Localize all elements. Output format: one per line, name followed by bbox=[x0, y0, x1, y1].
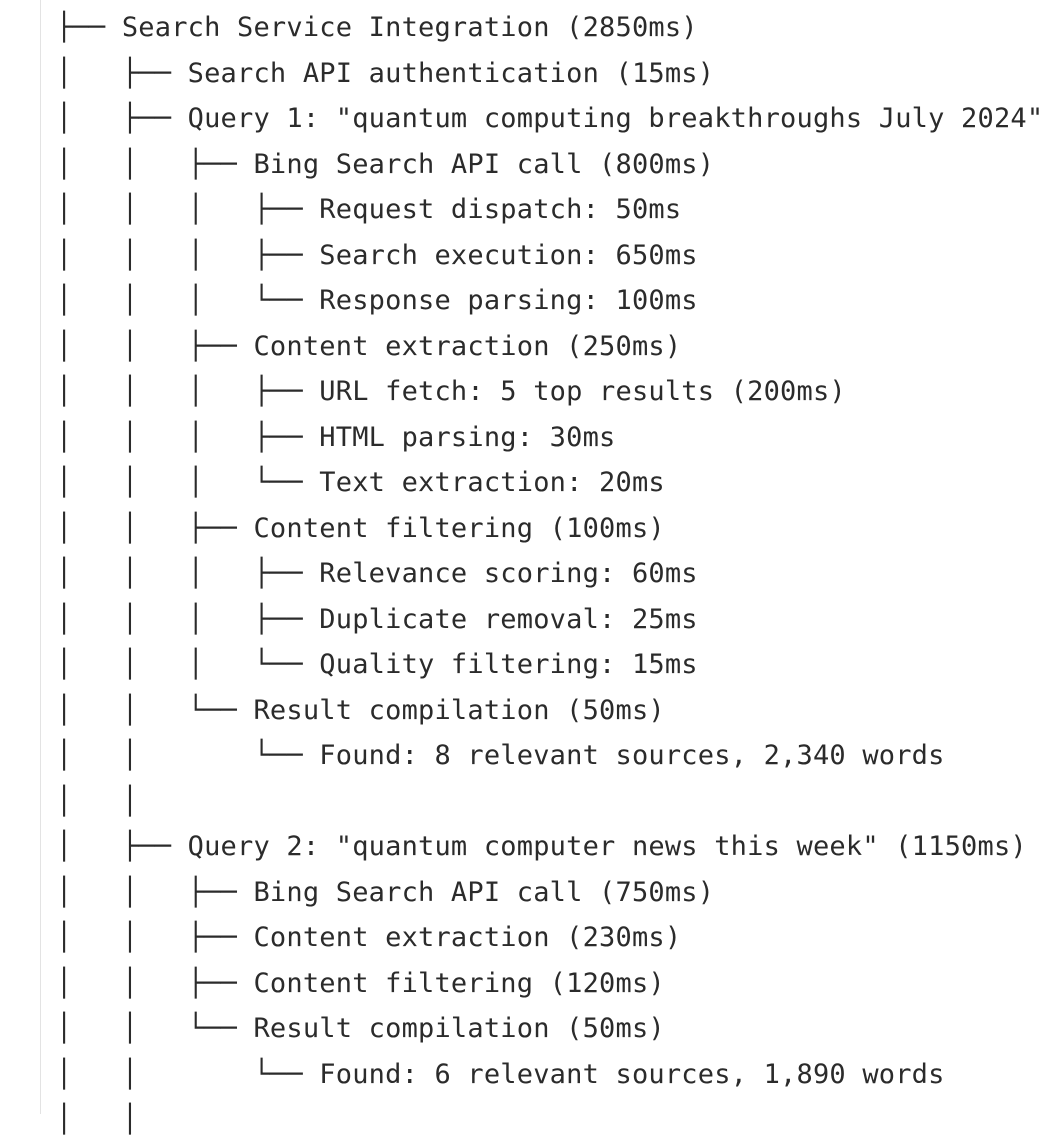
tree-line-api-auth: │ ├── Search API authentication (15ms) bbox=[56, 57, 715, 89]
tree-line-q1-url-fetch: │ │ │ ├── URL fetch: 5 top results (200ms) bbox=[56, 376, 846, 407]
tree-line-q2-content-extraction: │ │ ├── Content extraction (230ms) bbox=[56, 922, 682, 953]
tree-line-q1-response-parsing: │ │ │ └── Response parsing: 100ms bbox=[56, 285, 698, 316]
tree-line-q1-relevance-scoring: │ │ │ ├── Relevance scoring: 60ms bbox=[56, 558, 698, 589]
tree-line-connector: │ │ bbox=[56, 1104, 139, 1135]
tree-line-q2-bing-call: │ │ ├── Bing Search API call (750ms) bbox=[56, 876, 715, 908]
tree-line-q2-content-filtering: │ │ ├── Content filtering (120ms) bbox=[56, 967, 665, 999]
tree-line-query-2: │ ├── Query 2: "quantum computer news this week" (1150ms) bbox=[56, 831, 1027, 862]
tree-line-q1-text-extraction: │ │ │ └── Text extraction: 20ms bbox=[56, 467, 665, 498]
tree-line-q1-content-filtering: │ │ ├── Content filtering (100ms) bbox=[56, 512, 665, 544]
tree-line-q1-bing-call: │ │ ├── Bing Search API call (800ms) bbox=[56, 148, 715, 180]
tree-line-q1-content-extraction: │ │ ├── Content extraction (250ms) bbox=[56, 330, 682, 362]
tree-line-q2-found: │ │ └── Found: 6 relevant sources, 1,890 words bbox=[56, 1058, 945, 1090]
trace-tree-code-block bbox=[56, 5, 1043, 1143]
tree-line-q1-quality-filtering: │ │ │ └── Quality filtering: 15ms bbox=[56, 649, 698, 680]
code-block-gutter bbox=[40, 0, 41, 1114]
tree-line-q2-result-compilation: │ │ └── Result compilation (50ms) bbox=[56, 1013, 665, 1044]
tree-line-q1-html-parsing: │ │ │ ├── HTML parsing: 30ms bbox=[56, 421, 616, 453]
tree-line-query-1: │ ├── Query 1: "quantum computing breakthroughs July 2024" bbox=[56, 103, 1044, 134]
tree-line-search-service: ├── Search Service Integration (2850ms) bbox=[56, 12, 698, 43]
tree-line-connector: │ │ bbox=[56, 785, 139, 817]
tree-line-q1-search-execution: │ │ │ ├── Search execution: 650ms bbox=[56, 239, 698, 271]
tree-line-q1-duplicate-removal: │ │ │ ├── Duplicate removal: 25ms bbox=[56, 603, 698, 635]
tree-line-q1-found: │ │ └── Found: 8 relevant sources, 2,340 words bbox=[56, 740, 945, 771]
tree-line-q1-request-dispatch: │ │ │ ├── Request dispatch: 50ms bbox=[56, 194, 682, 225]
tree-line-q1-result-compilation: │ │ └── Result compilation (50ms) bbox=[56, 694, 665, 726]
